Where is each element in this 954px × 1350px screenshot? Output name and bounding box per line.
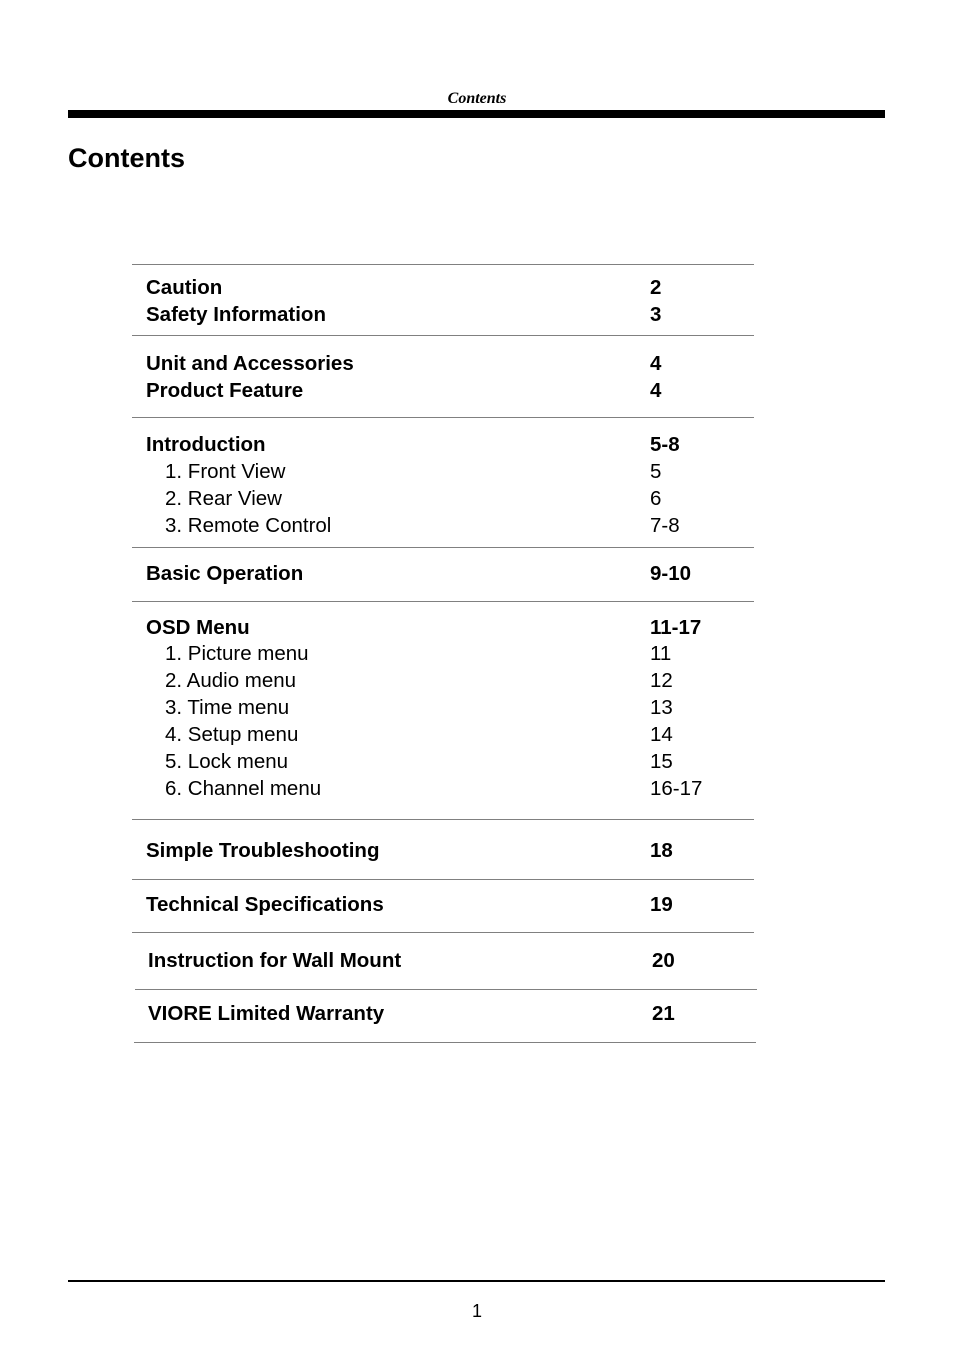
toc-divider: [132, 601, 754, 602]
running-header: Contents: [447, 90, 507, 107]
toc-entry-technical-specifications: [146, 891, 746, 918]
toc-entry-label: 2. Audio menu: [165, 669, 297, 692]
toc-entry-page: 14: [650, 723, 673, 746]
toc-entry-page: 4: [650, 379, 662, 402]
toc-entry-label: 1. Front View: [165, 460, 286, 483]
toc-entry-page: 21: [652, 1002, 675, 1025]
toc-entry-product-feature: [146, 377, 746, 404]
toc-entry-label: Simple Troubleshooting: [146, 839, 380, 862]
toc-entry-page: 19: [650, 893, 673, 916]
toc-entry-introduction: [146, 431, 746, 458]
toc-entry-label: Product Feature: [146, 379, 304, 402]
toc-entry-label: OSD Menu: [146, 616, 250, 639]
toc-divider: [132, 417, 754, 418]
toc-entry-remote-control: [146, 512, 746, 539]
toc-entry-label: Introduction: [146, 433, 266, 456]
toc-entry-page: 6: [650, 487, 662, 510]
toc-entry-front-view: [146, 458, 746, 485]
toc-divider: [132, 879, 754, 880]
toc-entry-page: 7-8: [650, 514, 680, 537]
toc-entry-lock-menu: [146, 748, 746, 775]
toc-entry-label: Safety Information: [146, 303, 326, 326]
toc-entry-page: 20: [652, 949, 675, 972]
header-rule: [68, 110, 885, 118]
toc-entry-label: 5. Lock menu: [165, 750, 289, 773]
toc-divider: [132, 932, 754, 933]
toc-divider: [132, 264, 754, 265]
toc-entry-instruction-for-wall-mount: [146, 947, 746, 974]
toc-entry-label: VIORE Limited Warranty: [148, 1002, 385, 1025]
toc-entry-osd-menu: [146, 614, 746, 641]
toc-entry-label: 4. Setup menu: [165, 723, 299, 746]
toc-entry-audio-menu: [146, 667, 746, 694]
toc-divider: [132, 819, 754, 820]
toc-entry-unit-and-accessories: [146, 350, 746, 377]
toc-entry-page: 13: [650, 696, 673, 719]
toc-entry-simple-troubleshooting: [146, 837, 746, 864]
toc-divider: [132, 335, 754, 336]
toc-entry-label: 3. Time menu: [165, 696, 290, 719]
toc-entry-caution: [146, 274, 746, 301]
toc-entry-page: 18: [650, 839, 673, 862]
footer-rule: [68, 1280, 885, 1282]
toc-entry-label: Basic Operation: [146, 562, 304, 585]
toc-entry-rear-view: [146, 485, 746, 512]
toc-entry-page: 11: [650, 642, 672, 665]
toc-entry-page: 15: [650, 750, 673, 773]
toc-entry-page: 11-17: [650, 616, 702, 639]
toc-divider: [132, 547, 754, 548]
toc-entry-label: Caution: [146, 276, 223, 299]
toc-entry-safety-information: [146, 301, 746, 328]
toc-entry-page: 2: [650, 276, 662, 299]
toc-entry-label: Unit and Accessories: [146, 352, 354, 375]
toc-entry-page: 16-17: [650, 777, 703, 800]
page-number: 1: [471, 1301, 482, 1321]
toc-entry-page: 12: [650, 669, 673, 692]
toc-entry-label: Technical Specifications: [146, 893, 384, 916]
toc-entry-label: 6. Channel menu: [165, 777, 322, 800]
page-title: Contents: [68, 143, 185, 173]
toc-entry-page: 5-8: [650, 433, 680, 456]
toc-entry-channel-menu: [146, 775, 746, 802]
toc-entry-page: 5: [650, 460, 662, 483]
toc-entry-page: 3: [650, 303, 662, 326]
toc-entry-picture-menu: [146, 640, 746, 667]
toc-entry-label: 3. Remote Control: [165, 514, 332, 537]
toc-entry-viore-limited-warranty: [146, 1000, 746, 1027]
toc-entry-label: 2. Rear View: [165, 487, 282, 510]
toc-entry-page: 9-10: [650, 562, 692, 585]
toc-entry-page: 4: [650, 352, 662, 375]
toc-entry-basic-operation: [146, 560, 746, 587]
toc-entry-label: Instruction for Wall Mount: [148, 949, 402, 972]
toc-entry-setup-menu: [146, 721, 746, 748]
toc-entry-label: 1. Picture menu: [165, 642, 309, 665]
toc-divider: [135, 989, 757, 990]
toc-divider: [134, 1042, 756, 1043]
toc-entry-time-menu: [146, 694, 746, 721]
